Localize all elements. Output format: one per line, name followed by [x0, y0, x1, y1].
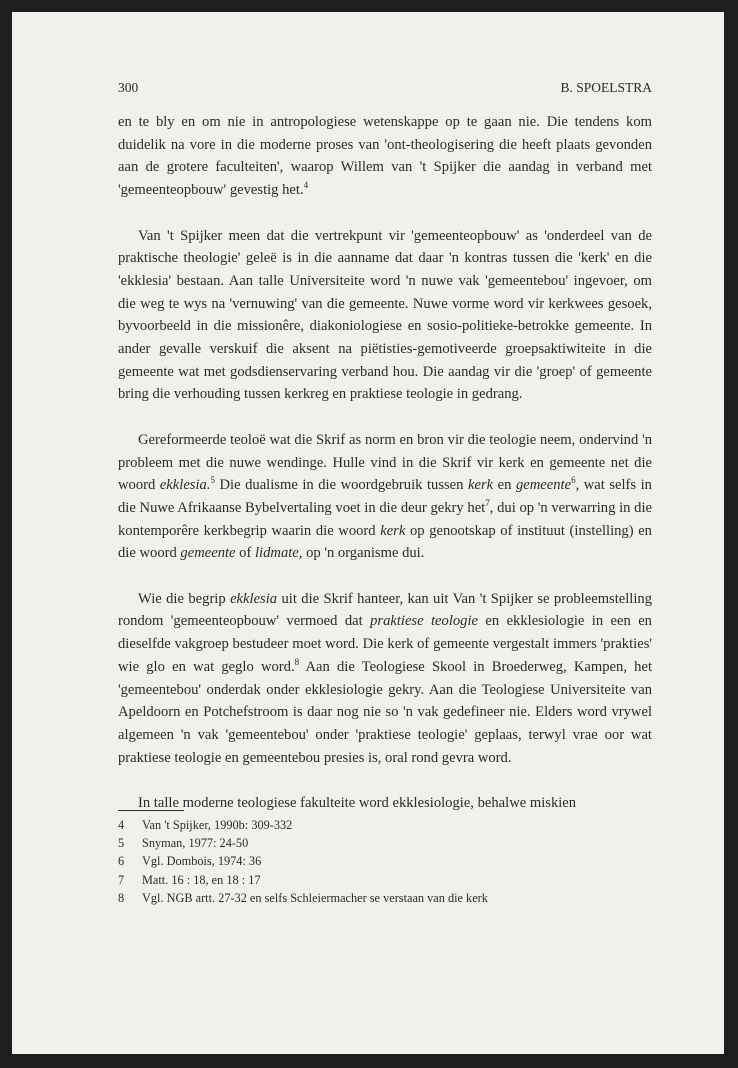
footnote-5: 5 Snyman, 1977: 24-50 [118, 836, 249, 851]
footnote-4: 4 Van 't Spijker, 1990b: 309-332 [118, 818, 293, 832]
footnote-ref-6[interactable]: 6 [571, 475, 576, 486]
paragraph-1: en te bly en om nie in antropologiese wetenskappe op te gaan nie. Die tendens kom duidelik na vore in die moderne proses van 'ont-theologisering die heeft plaats gevonden aan de grotere faculteiten', waarop Willem van 't Spijker die aandag in verband met 'gemeenteopbouw' gevestig het.$^4$ [118, 114, 652, 199]
running-author: B. SPOELSTRA [560, 80, 652, 95]
running-header [118, 80, 652, 96]
page [12, 12, 724, 1054]
footnote-divider [118, 810, 184, 811]
footnote-7: 7 Matt. 16 : 18, en 18 : 17 [118, 872, 261, 887]
body-text [118, 111, 652, 837]
footnote-ref-7[interactable]: 7 [485, 498, 490, 509]
paragraph-3: Gereformeerde teoloë wat die Skrif as norm en bron vir die teologie neem, ondervind 'n probleem met die nuwe wendinge. Hulle vind in die Skrif vir kerk en gemeente net die woord ekklesia.$^5$ Die dualisme in die woordgebruik tussen kerk en gemeente$^6$, wat selfs in die Nuwe Afrikaanse Bybelvertaling voet in die deur gekry het$^7$, dui op 'n verwarring in die kontemporêre kerkbegrip waarin die woord kerk op genootskap of instituut (instelling) en die woord gemeente of lidmate, op 'n organisme dui. [118, 431, 652, 562]
footnote-6: 6 Vgl. Dombois, 1974: 36 [118, 854, 262, 869]
paragraph-5: In talle moderne teologiese fakulteite word ekklesiologie, behalwe miskien [138, 795, 577, 812]
footnote-ref-8[interactable]: 8 [294, 656, 300, 667]
footnote-ref-5[interactable]: 5 [210, 475, 215, 486]
paragraph-4: Wie die begrip ekklesia uit die Skrif hanteer, kan uit Van 't Spijker se probleemstelling rondom 'gemeenteopbouw' vermoed dat praktiese teologie en ekklesiologie in een en dieselfde vakgroep bestudeer moet word. Die kerk of gemeente vergestalt immers 'prakties' wie glo en wat geglo word.$^8$ Aan die Teologiese Skool in Broederweg, Kampen, het 'gemeentebou' onderdak onder ekklesiologie gekry. Aan die Teologiese Universiteite van Apeldoorn en Potchefstroom is daar nog nie so 'n vak gedefineer nie. Elders word vrywel algemeen 'n vak 'gemeentebou' onder 'praktiese teologie' geplaas, terwyl vrae oor wat praktiese teologie en gemeentebou presies is, oral rond gevra word. [118, 590, 653, 766]
footnote-8: 8 Vgl. NGB artt. 27-32 en selfs Schleiermacher se verstaan van die kerk [118, 890, 488, 905]
footnotes [118, 816, 652, 907]
paragraph-2: Van 't Spijker meen dat die vertrekpunt vir 'gemeenteopbouw' as 'onderdeel van de praktische theologie' geleë is in die aanname dat daar 'n kontras tussen die 'kerk' en die 'ekklesia' bestaan. Aan talle Universiteite word 'n nuwe vak 'gemeentebou' ingevoer, om die weg te wys na 'vernuwing' van die gemeente. Nuwe vorme word vir kerkwees gesoek, byvoorbeeld in die missionêre, diakoniologiese en sosio-politieke-betrokke gemeente. In ander gevalle verskuif die aksent na piëtisties-gemotiveerde groepsaktiwiteite in die gemeente wat met godsdienservaring verband hou. Die aandag vir die 'groep' of gemeente bring die verhouding tussen kerkreg en praktiese teologie in gedrang. [118, 227, 652, 403]
page-number: 300 [118, 80, 139, 95]
footnote-ref-4[interactable]: 4 [303, 180, 309, 191]
